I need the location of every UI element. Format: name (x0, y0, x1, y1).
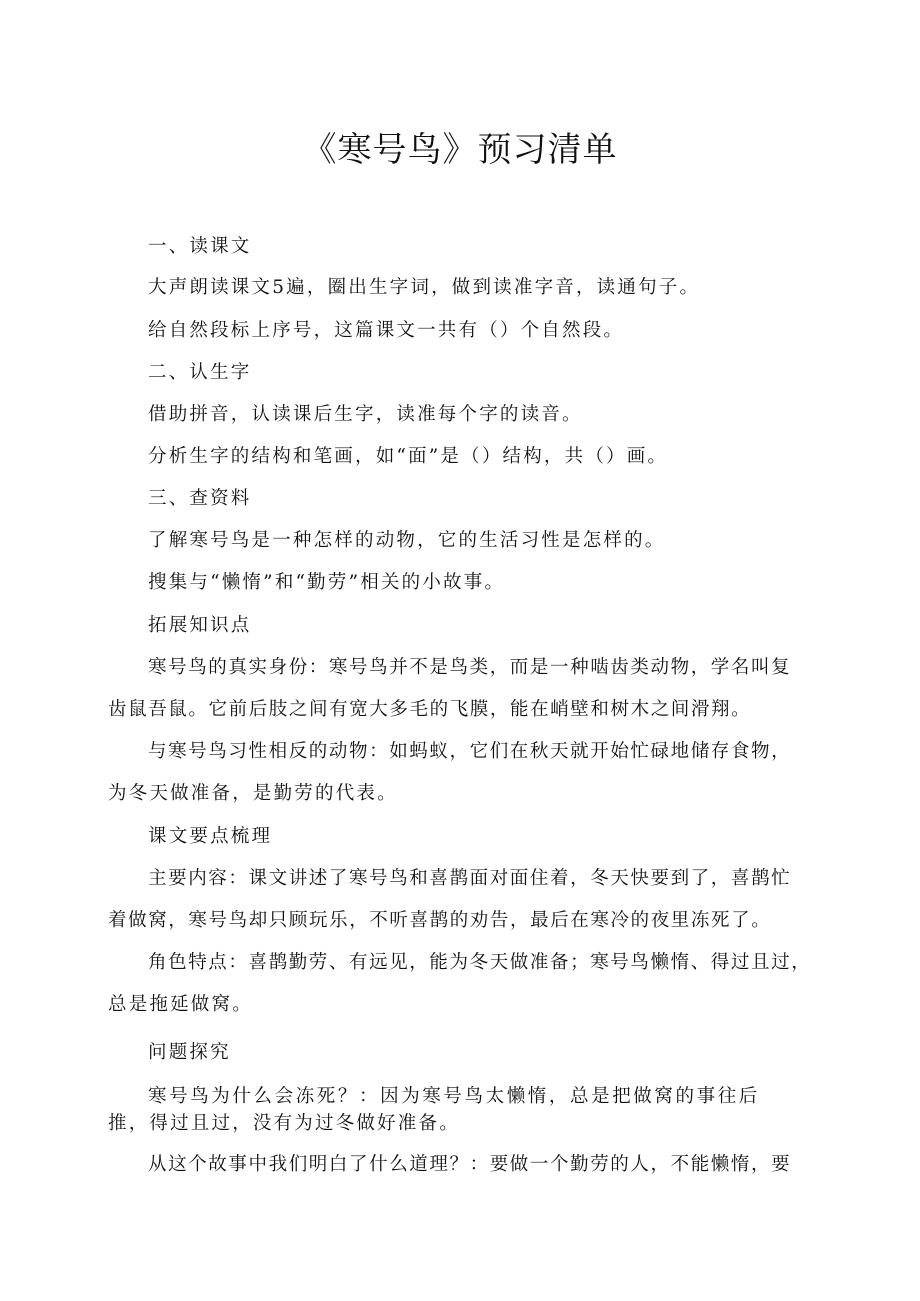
section-heading-read-text: 一、读课文 (148, 236, 252, 257)
paragraph-line: 齿鼠吾鼠。它前后肢之间有宽大多毛的飞膜，能在峭壁和树木之间滑翔。 (108, 699, 752, 720)
paragraph-line: 给自然段标上序号，这篇课文一共有（）个自然段。 (148, 320, 625, 341)
paragraph-line: 推，得过且过，没有为过冬做好准备。 (108, 1113, 460, 1134)
paragraph-line: 搜集与“懒惰”和“勤劳”相关的小故事。 (148, 572, 506, 593)
paragraph-line: 寒号鸟为什么会冻死？：因为寒号鸟太懒惰，总是把做窝的事往后 (148, 1086, 760, 1107)
section-heading-questions: 问题探究 (148, 1042, 231, 1063)
paragraph-line: 为冬天做准备，是勤劳的代表。 (108, 783, 398, 804)
paragraph-line: 了解寒号鸟是一种怎样的动物，它的生活习性是怎样的。 (148, 530, 666, 551)
paragraph-line: 与寒号鸟习性相反的动物：如蚂蚁，它们在秋天就开始忙碌地储存食物， (148, 741, 792, 762)
section-heading-key-points: 课文要点梳理 (148, 826, 273, 847)
section-heading-extended-knowledge: 拓展知识点 (148, 615, 252, 636)
section-heading-characters: 二、认生字 (148, 362, 252, 383)
paragraph-line: 总是拖延做窝。 (108, 994, 253, 1015)
page-title: 《寒号鸟》预习清单 (302, 130, 618, 170)
paragraph-line: 主要内容：课文讲述了寒号鸟和喜鹊面对面住着，冬天快要到了，喜鹊忙 (148, 868, 792, 889)
paragraph-line: 借助拼音，认读课后生字，读准每个字的读音。 (148, 404, 583, 425)
paragraph-line: 着做窝，寒号鸟却只顾玩乐，不听喜鹊的劝告，最后在寒冷的夜里冻死了。 (108, 910, 772, 931)
paragraph-line: 大声朗读课文5遍，圈出生字词，做到读准字音，读通句子。 (148, 277, 701, 298)
paragraph-line: 分析生字的结构和笔画，如“面”是（）结构，共（）画。 (148, 446, 669, 467)
paragraph-line: 寒号鸟的真实身份：寒号鸟并不是鸟类，而是一种啮齿类动物，学名叫复 (148, 657, 792, 678)
paragraph-line: 从这个故事中我们明白了什么道理？：要做一个勤劳的人，不能懒惰，要 (148, 1154, 792, 1175)
section-heading-research: 三、查资料 (148, 488, 252, 509)
paragraph-line: 角色特点：喜鹊勤劳、有远见，能为冬天做准备；寒号鸟懒惰、得过且过， (148, 952, 812, 973)
